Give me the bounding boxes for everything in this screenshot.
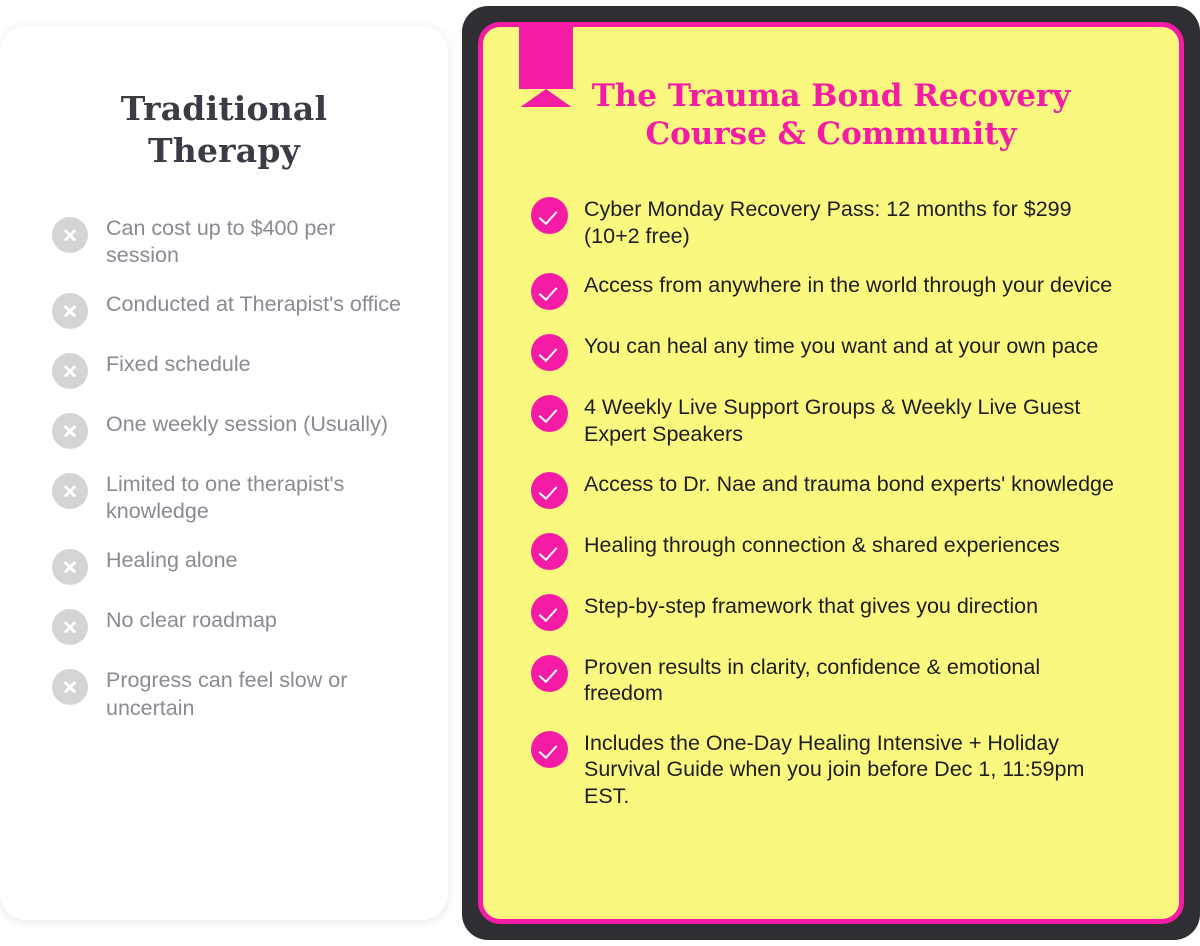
list-item [52, 291, 408, 329]
x-circle-icon [52, 549, 88, 585]
check-circle-icon [531, 273, 568, 310]
list-item-label: Conducted at Therapist's office [106, 292, 401, 317]
traditional-therapy-list [0, 215, 448, 721]
list-item [52, 607, 408, 645]
list-item-label: Healing alone [106, 548, 238, 573]
list-item-label: 4 Weekly Live Support Groups & Weekly Live Guest Expert Speakers [584, 395, 1081, 446]
list-item-label: One weekly session (Usually) [106, 412, 388, 437]
list-item-label: Healing through connection & shared experiences [584, 532, 1060, 557]
list-item [531, 272, 1145, 310]
list-item-label: Limited to one therapist's knowledge [106, 472, 345, 524]
list-item [531, 196, 1145, 249]
list-item [52, 471, 408, 525]
x-circle-icon [52, 473, 88, 509]
list-item-label: Cyber Monday Recovery Pass: 12 months for $299 (10+2 free) [584, 196, 1072, 248]
list-item [531, 654, 1145, 707]
list-item-label: You can heal any time you want and at your own pace [584, 334, 1099, 359]
x-circle-icon [52, 217, 88, 253]
x-circle-icon [52, 669, 88, 705]
list-item [52, 667, 408, 721]
x-circle-icon [52, 413, 88, 449]
check-circle-icon [531, 197, 568, 234]
list-item [531, 730, 1145, 810]
list-item-label: Access from anywhere in the world through your device [584, 273, 1113, 298]
list-item [531, 532, 1145, 570]
x-circle-icon [52, 293, 88, 329]
list-item-label: Can cost up to $400 per session [106, 216, 336, 268]
check-circle-icon [531, 533, 568, 570]
right-card-title: The Trauma Bond Recovery Course & Community [591, 78, 1071, 153]
check-circle-icon [531, 731, 568, 768]
list-item [52, 215, 408, 269]
list-item-label: Includes the One-Day Healing Intensive + Holiday Survival Guide when you join before Dec 1, 11:59pm EST. [584, 730, 1085, 809]
list-item-label: Progress can feel slow or uncertain [106, 668, 348, 720]
check-circle-icon [531, 395, 568, 432]
list-item [52, 411, 408, 449]
check-circle-icon [531, 655, 568, 692]
bookmark-ribbon-icon [519, 23, 573, 107]
list-item-label: No clear roadmap [106, 608, 277, 633]
course-benefits-list [483, 196, 1179, 810]
check-circle-icon [531, 472, 568, 509]
x-circle-icon [52, 609, 88, 645]
check-circle-icon [531, 594, 568, 631]
traditional-therapy-card [0, 26, 448, 920]
list-item-label: Proven results in clarity, confidence & emotional freedom [584, 654, 1041, 706]
list-item [52, 547, 408, 585]
list-item [531, 593, 1145, 631]
list-item-label: Fixed schedule [106, 352, 251, 377]
list-item [52, 351, 408, 389]
left-card-title: Traditional Therapy [120, 89, 328, 170]
check-circle-icon [531, 334, 568, 371]
list-item [531, 333, 1145, 371]
list-item-label: Access to Dr. Nae and trauma bond experts' knowledge [584, 471, 1114, 496]
list-item [531, 394, 1145, 447]
x-circle-icon [52, 353, 88, 389]
list-item-label: Step-by-step framework that gives you direction [584, 593, 1039, 618]
course-community-card [478, 22, 1184, 924]
list-item [531, 471, 1145, 509]
